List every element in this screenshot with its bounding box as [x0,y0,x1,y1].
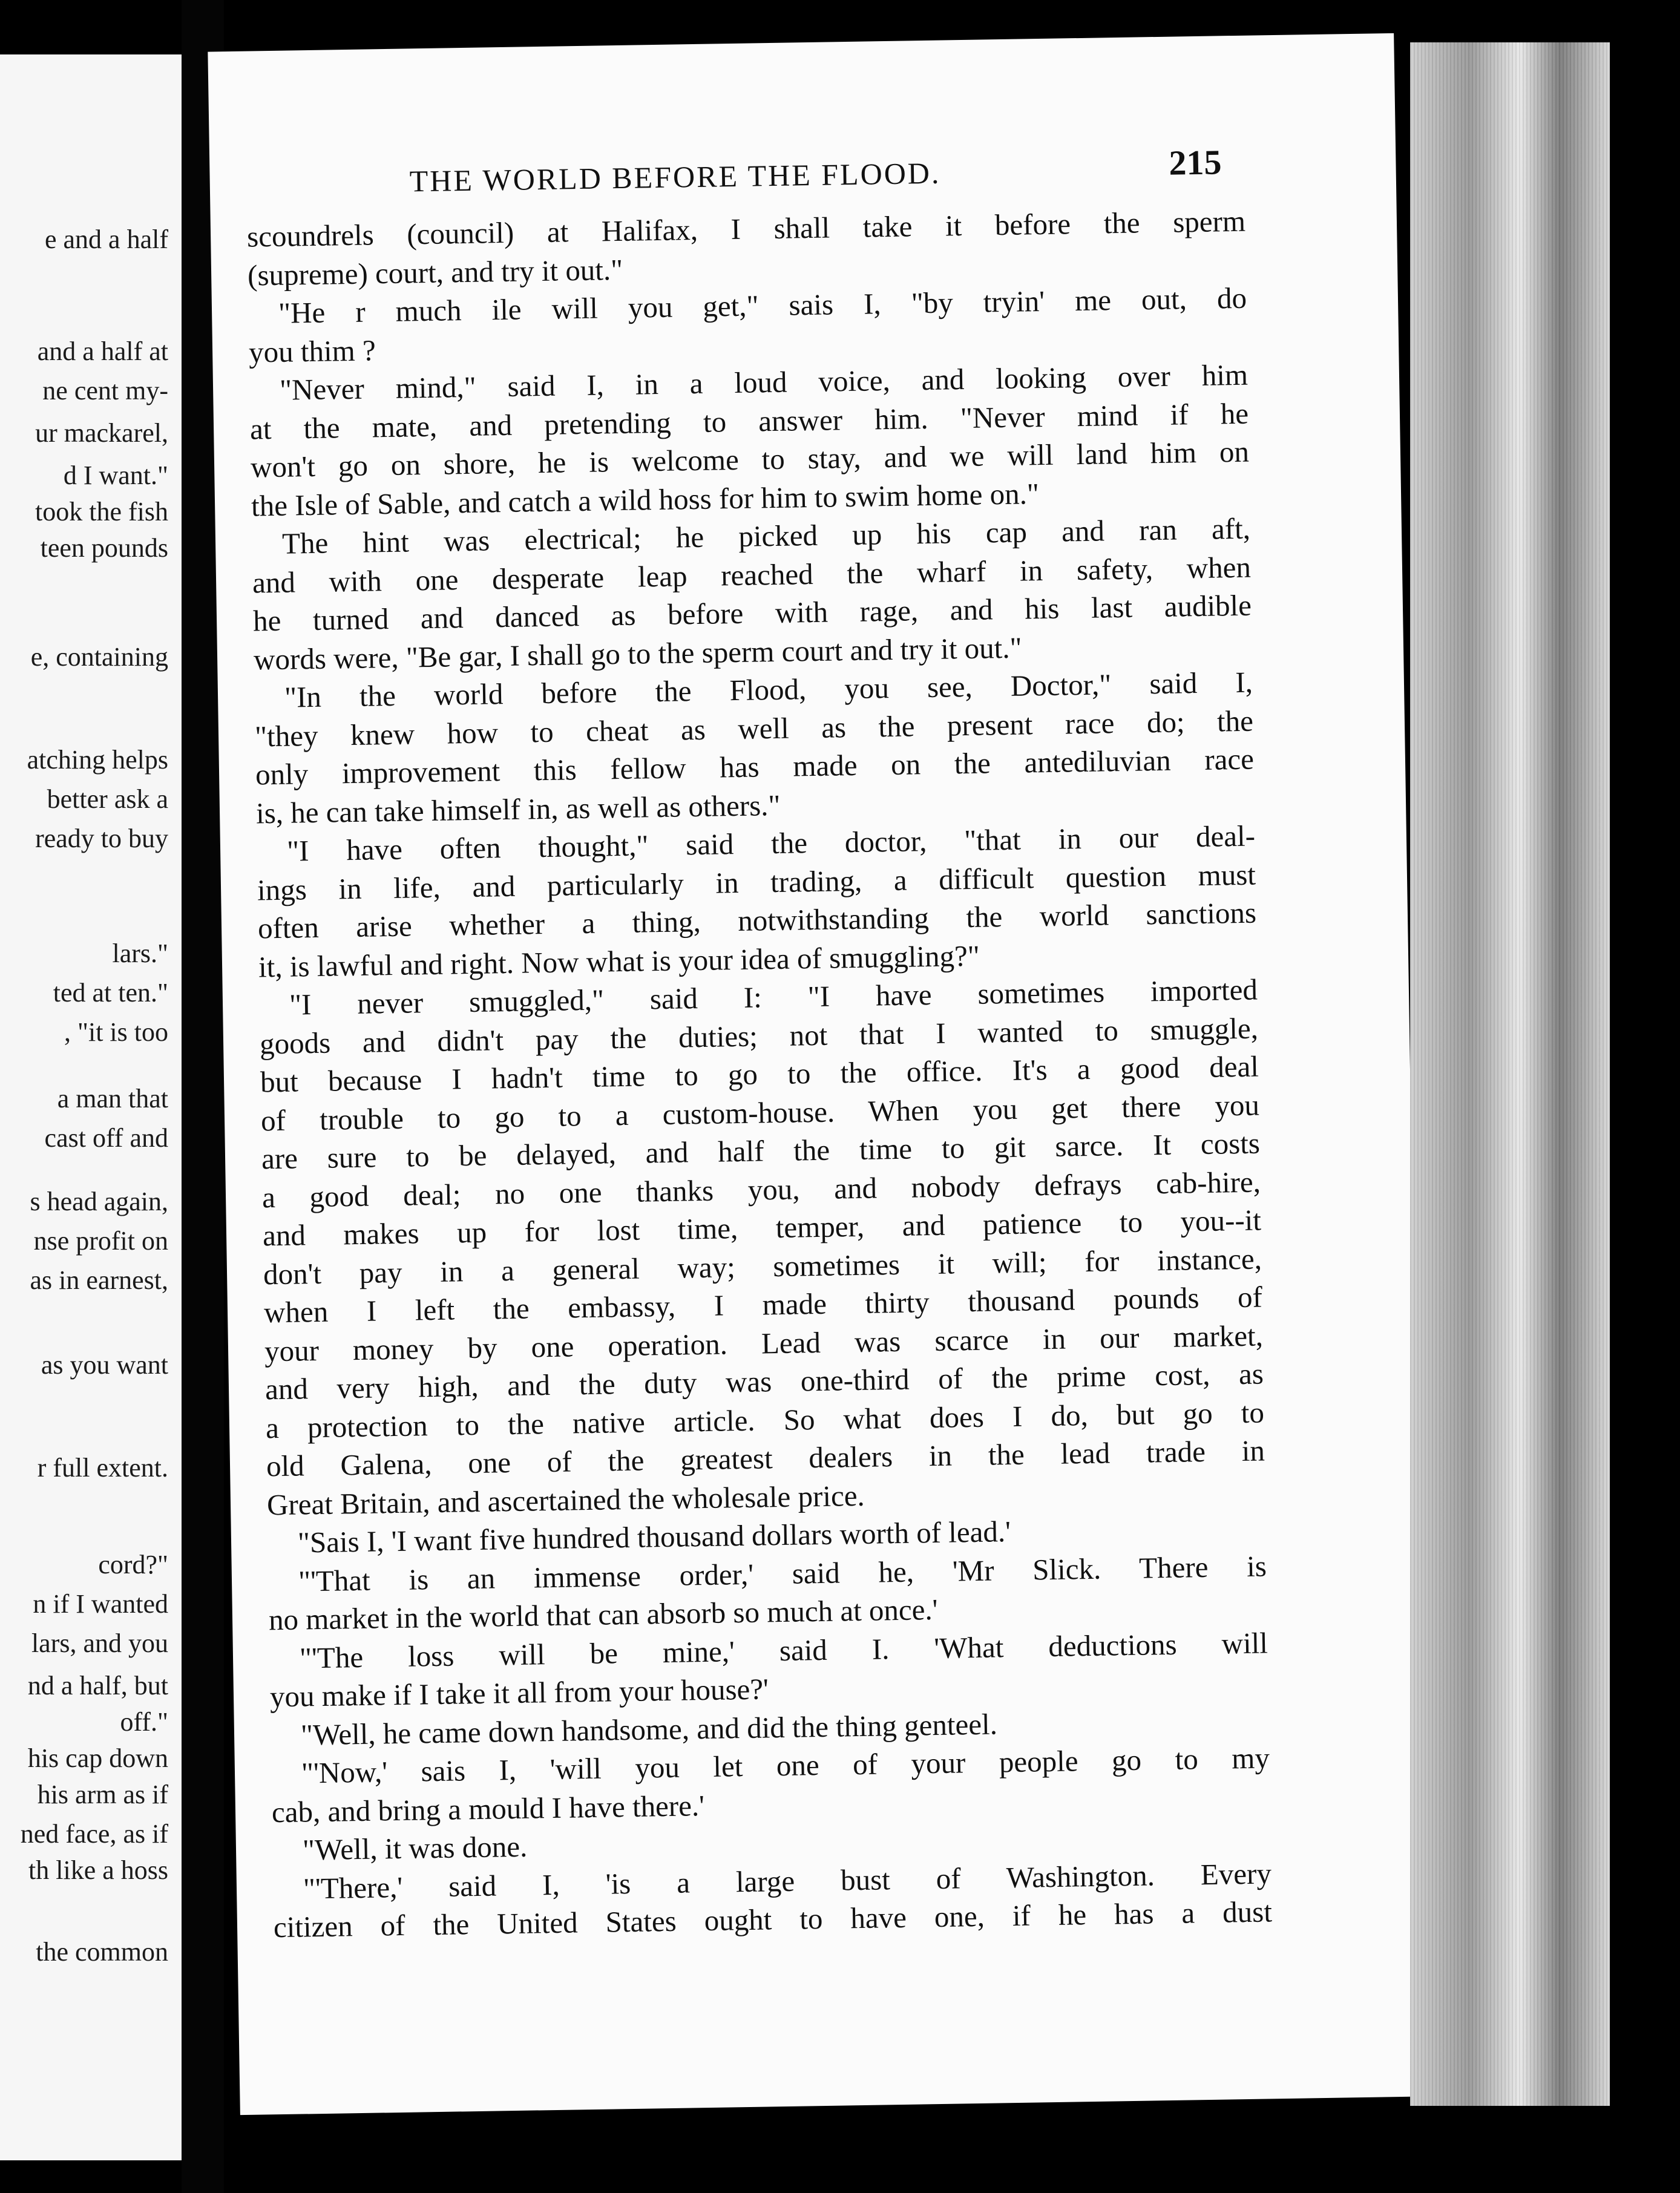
left-page-text-fragment: as you want [41,1350,168,1380]
text-line: "'The loss will be mine,' said I. 'What deductions will [299,1625,1268,1675]
text-line: won't go on shore, he is welcome to stay, and we will land him on [250,434,1250,484]
left-page-text-fragment: s head again, [30,1187,168,1216]
left-page-text-fragment: ned face, as if [20,1819,168,1849]
text-line: old Galena, one of the greatest dealers in the lead trade in [266,1434,1265,1483]
text-line: often arise whether a thing, notwithstanding the world sanctions [257,896,1257,945]
left-page-text-fragment: ted at ten." [53,978,168,1008]
text-line: and makes up for lost time, temper, and patience to you--it [262,1203,1262,1253]
left-page-text-fragment: e and a half [45,225,168,254]
previous-page-fragment [0,54,182,2160]
text-line: he turned and danced as before with rage, and his last audible [252,588,1252,638]
text-line: you thim ? [248,333,376,369]
book-page [208,33,1426,2115]
left-page-text-fragment: lars." [112,939,168,968]
page-edge-texture [1410,42,1610,2106]
running-head: THE WORLD BEFORE THE FLOOD. [409,156,941,198]
page-number: 215 [1168,142,1222,183]
text-line: "In the world before the Flood, you see, Doctor," said I, [284,665,1253,714]
text-line: a protection to the native article. So what does I do, but go to [265,1395,1265,1444]
text-line: "'Now,' sais I, 'will you let one of your people go to my [301,1741,1270,1790]
text-line: at the mate, and pretending to answer him. "Never mind if he [249,396,1249,446]
left-page-text-fragment: nse profit on [33,1226,168,1256]
text-line: The hint was electrical; he picked up his cap and ran aft, [281,511,1251,560]
left-page-text-fragment: the common [36,1937,168,1967]
left-page-text-fragment: took the fish [35,497,168,526]
text-line: citizen of the United States ought to have one, if he has a dust [273,1895,1273,1944]
text-line: it, is lawful and right. Now what is your idea of smuggling?" [258,939,980,983]
text-line: "Never mind," said I, in a loud voice, and looking over him [279,358,1249,407]
text-line: no market in the world that can absorb so much at once.' [268,1592,938,1637]
left-page-text-fragment: th like a hoss [28,1855,168,1885]
text-line: but because I hadn't time to go to the office. It's a good deal [260,1049,1259,1099]
text-line: of trouble to go to a custom-house. When you get there you [260,1088,1260,1137]
left-page-text-fragment: his cap down [27,1743,168,1773]
left-page-text-fragment: cast off and [44,1123,168,1153]
text-line: scoundrels (council) at Halifax, I shall take it before the sperm [246,204,1246,254]
text-line: when I left the embassy, I made thirty thousand pounds of [263,1280,1263,1329]
text-line: the Isle of Sable, and catch a wild hoss for him to swim home on." [251,476,1040,523]
left-page-text-fragment: n if I wanted [33,1589,168,1619]
text-line: your money by one operation. Lead was scarce in our market, [264,1318,1264,1368]
left-page-text-fragment: nd a half, but [27,1671,168,1700]
text-line: goods and didn't pay the duties; not that I wanted to smuggle, [259,1011,1259,1060]
left-page-text-fragment: r full extent. [37,1453,168,1483]
text-line: "Well, it was done. [302,1829,528,1867]
text-line: "I never smuggled," said I: "I have sometimes imported [289,972,1258,1021]
left-page-text-fragment: and a half at [37,336,168,366]
left-page-text-fragment: d I want." [63,461,168,490]
left-page-text-fragment: ready to buy [35,824,168,853]
text-line: "Sais I, 'I want five hundred thousand dollars worth of lead.' [297,1515,1011,1559]
left-page-text-fragment: e, containing [30,642,168,672]
left-page-text-fragment: ne cent my- [42,376,168,405]
left-page-text-fragment: cord?" [98,1550,168,1579]
left-page-text-fragment: , "it is too [64,1017,168,1047]
left-page-text-fragment: a man that [57,1084,168,1113]
text-line: "I have often thought," said the doctor, "that in our deal- [286,819,1256,868]
text-line: "He r much ile will you get," sais I, "by tryin' me out, do [278,281,1247,330]
left-page-text-fragment: better ask a [47,784,168,814]
text-line: "Well, he came down handsome, and did the thing genteel. [300,1706,998,1752]
text-line: and with one desperate leap reached the wharf in safety, when [252,550,1252,600]
left-page-text-fragment: atching helps [27,745,168,775]
text-line: "'That is an immense order,' said he, 'Mr Slick. There is [298,1549,1267,1598]
text-line: words were, "Be gar, I shall go to the sperm court and try it out." [253,631,1022,677]
text-line: "they knew how to cheat as well as the present race do; the [254,704,1254,753]
text-line: cab, and bring a mould I have there.' [271,1788,705,1829]
left-page-text-fragment: lars, and you [31,1628,168,1658]
text-line: don't pay in a general way; sometimes it will; for instance, [263,1241,1262,1291]
left-page-text-fragment: his arm as if [37,1780,168,1809]
text-line: and very high, and the duty was one-third of the prime cost, as [264,1357,1264,1406]
text-line: ings in life, and particularly in trading, a difficult question must [257,857,1256,906]
left-page-text-fragment: ur mackarel, [35,418,168,448]
text-line: only improvement this fellow has made on the antediluvian race [255,742,1255,792]
left-page-text-fragment: as in earnest, [30,1265,168,1295]
text-line: "'There,' said I, 'is a large bust of Washington. Every [303,1856,1272,1905]
page-body-text [247,202,1273,1947]
text-line: Great Britain, and ascertained the wholesale price. [266,1478,865,1521]
text-line: you make if I take it all from your house?' [269,1672,769,1714]
left-page-text-fragment: teen pounds [40,533,168,563]
text-line: a good deal; no one thanks you, and nobody defrays cab-hire, [261,1165,1261,1214]
left-page-text-fragment: off." [120,1707,168,1737]
text-line: is, he can take himself in, as well as others." [255,788,781,830]
text-line: (supreme) court, and try it out." [247,252,623,292]
text-line: are sure to be delayed, and half the time to git sarce. It costs [261,1126,1261,1176]
